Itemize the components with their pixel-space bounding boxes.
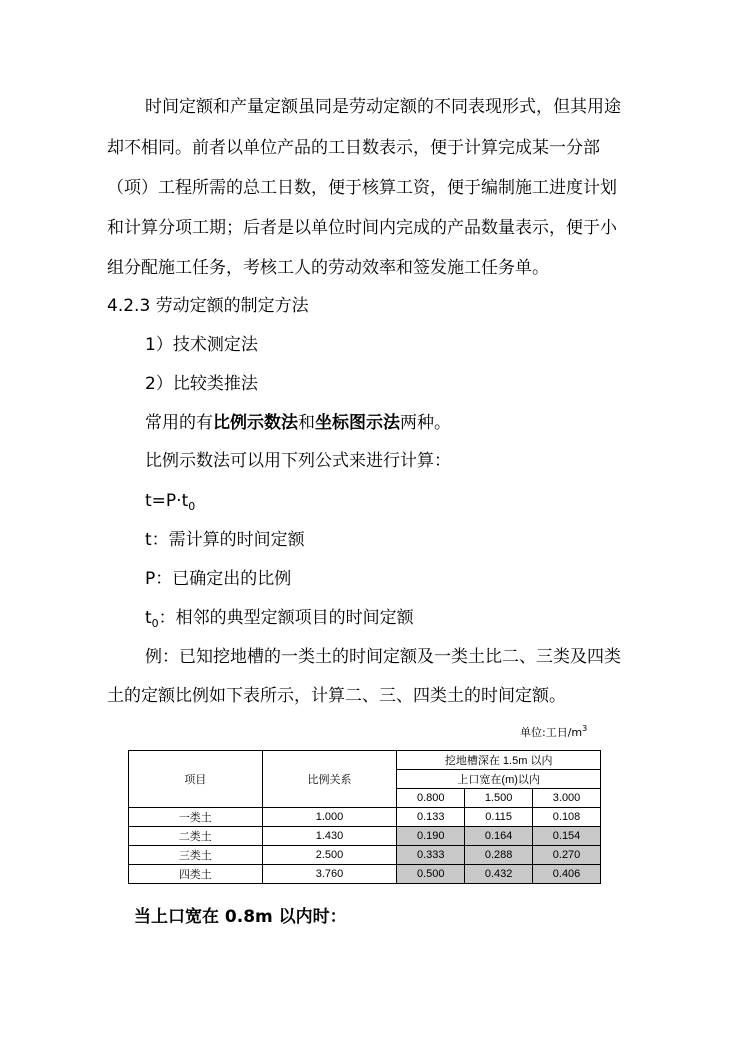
row-item: 一类土: [129, 808, 263, 827]
row-value: 0.270: [533, 846, 601, 865]
formula: [145, 489, 195, 513]
row-ratio: 1.430: [262, 827, 397, 846]
row-value: 0.288: [465, 846, 533, 865]
definition-t0: [145, 606, 414, 630]
formula-intro: 比例示数法可以用下列公式来进行计算：: [145, 451, 451, 471]
table-row: [129, 865, 601, 884]
row-value: 0.115: [465, 808, 533, 827]
header-ratio: 比例关系: [262, 751, 397, 808]
common-prefix: 常用的有: [145, 413, 213, 433]
header-item: 项目: [129, 751, 263, 808]
example-line2: 土的定额比例如下表所示，计算二、三、四类土的时间定额。: [107, 686, 566, 706]
header-width-2: 1.500: [465, 789, 533, 808]
definition-t0-rest: ：相邻的典型定额项目的时间定额: [158, 608, 414, 628]
row-value: 0.406: [533, 865, 601, 884]
header-sub: 上口宽在(m)以内: [397, 770, 601, 789]
paragraph1-line5: 组分配施工任务，考核工人的劳动效率和签发施工任务单。: [107, 258, 549, 278]
paragraph1-line3: （项）工程所需的总工日数，便于核算工资，便于编制施工进度计划: [107, 178, 617, 198]
paragraph1-line2: 却不相同。前者以单位产品的工日数表示，便于计算完成某一分部: [107, 138, 600, 158]
definition-t: t：需计算的时间定额: [145, 530, 305, 550]
unit-superscript: 3: [582, 724, 588, 733]
example-line1: 例：已知挖地槽的一类土的时间定额及一类土比二、三类及四类: [145, 647, 621, 667]
section-heading: 4.2.3 劳动定额的制定方法: [107, 296, 309, 316]
unit-label: [520, 724, 587, 740]
row-value: 0.164: [465, 827, 533, 846]
table-row: [129, 846, 601, 865]
header-width-3: 3.000: [533, 789, 601, 808]
header-group: 挖地槽深在 1.5m 以内: [397, 751, 601, 770]
row-ratio: 3.760: [262, 865, 397, 884]
common-suffix: 两种。: [400, 413, 451, 433]
definition-p: P：已确定出的比例: [145, 569, 292, 589]
definition-t0-main: t: [145, 608, 152, 628]
method-2: 2）比较类推法: [145, 374, 258, 394]
method-a-bold: 比例示数法: [213, 413, 298, 433]
row-value: 0.333: [397, 846, 465, 865]
definition-t0-subscript: 0: [151, 617, 159, 630]
table-row: [129, 808, 601, 827]
row-value: 0.108: [533, 808, 601, 827]
paragraph1-line4: 和计算分项工期；后者是以单位时间内完成的产品数量表示，便于小: [107, 218, 617, 238]
table-header-row-1: [129, 751, 601, 770]
row-item: 三类土: [129, 846, 263, 865]
formula-subscript: 0: [188, 500, 196, 513]
row-item: 四类土: [129, 865, 263, 884]
row-value: 0.154: [533, 827, 601, 846]
row-value: 0.190: [397, 827, 465, 846]
formula-main: t=P·t: [145, 491, 189, 511]
common-mid: 和: [298, 413, 315, 433]
row-value: 0.500: [397, 865, 465, 884]
row-ratio: 2.500: [262, 846, 397, 865]
unit-text: 单位:工日/m: [520, 726, 583, 739]
paragraph1-line1: 时间定额和产量定额虽同是劳动定额的不同表现形式，但其用途: [145, 97, 621, 117]
table-row: [129, 827, 601, 846]
method-1: 1）技术测定法: [145, 335, 258, 355]
row-value: 0.432: [465, 865, 533, 884]
header-width-1: 0.800: [397, 789, 465, 808]
closing-heading: 当上口宽在 0.8m 以内时：: [134, 907, 347, 927]
row-item: 二类土: [129, 827, 263, 846]
quota-table: [128, 750, 601, 884]
method-b-bold: 坐标图示法: [315, 413, 400, 433]
row-value: 0.133: [397, 808, 465, 827]
common-methods-sentence: [145, 411, 451, 435]
row-ratio: 1.000: [262, 808, 397, 827]
